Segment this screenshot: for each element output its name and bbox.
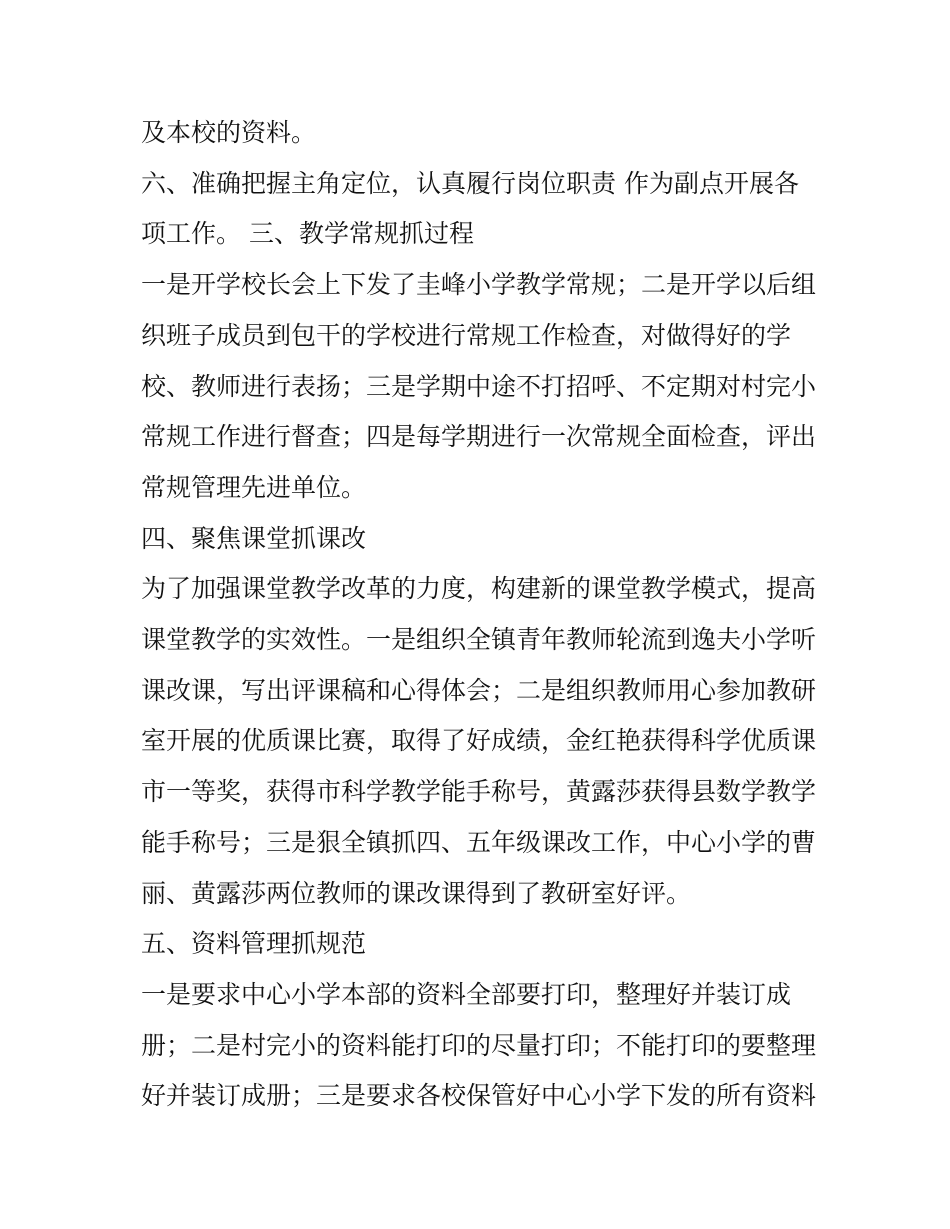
section-heading-five: 五、资料管理抓规范 [141, 929, 367, 959]
text-line: 项工作。 三、教学常规抓过程 [141, 219, 474, 249]
section-heading-six: 六、准确把握主角定位，认真履行岗位职责 作为副点开展各 [141, 168, 799, 198]
text-line: 册；二是村完小的资料能打印的尽量打印；不能打印的要整理 [141, 1030, 817, 1060]
text-line: 课堂教学的实效性。一是组织全镇青年教师轮流到逸夫小学听 [141, 625, 817, 655]
text-line: 室开展的优质课比赛，取得了好成绩，金红艳获得科学优质课 [141, 726, 817, 756]
text-line: 丽、黄露莎两位教师的课改课得到了教研室好评。 [141, 878, 692, 908]
text-line: 一是要求中心小学本部的资料全部要打印，整理好并装订成 [141, 979, 792, 1009]
document-page [141, 108, 821, 1122]
text-line: 为了加强课堂教学改革的力度，构建新的课堂教学模式，提高 [141, 574, 817, 604]
text-line: 能手称号；三是狠全镇抓四、五年级课改工作，中心小学的曹 [141, 827, 817, 857]
text-line: 织班子成员到包干的学校进行常规工作检查，对做得好的学 [141, 320, 792, 350]
text-line: 校、教师进行表扬；三是学期中途不打招呼、不定期对村完小 [141, 371, 817, 401]
text-line: 市一等奖，获得市科学教学能手称号，黄露莎获得县数学教学 [141, 777, 817, 807]
text-line: 常规管理先进单位。 [141, 472, 367, 502]
text-line: 一是开学校长会上下发了圭峰小学教学常规；二是开学以后组 [141, 270, 817, 300]
text-line: 常规工作进行督查；四是每学期进行一次常规全面检查，评出 [141, 422, 817, 452]
section-heading-four: 四、聚焦课堂抓课改 [141, 523, 367, 553]
text-line: 好并装订成册；三是要求各校保管好中心小学下发的所有资料 [141, 1081, 817, 1111]
text-line: 课改课，写出评课稿和心得体会；二是组织教师用心参加教研 [141, 675, 817, 705]
text-line: 及本校的资料。 [141, 118, 317, 147]
